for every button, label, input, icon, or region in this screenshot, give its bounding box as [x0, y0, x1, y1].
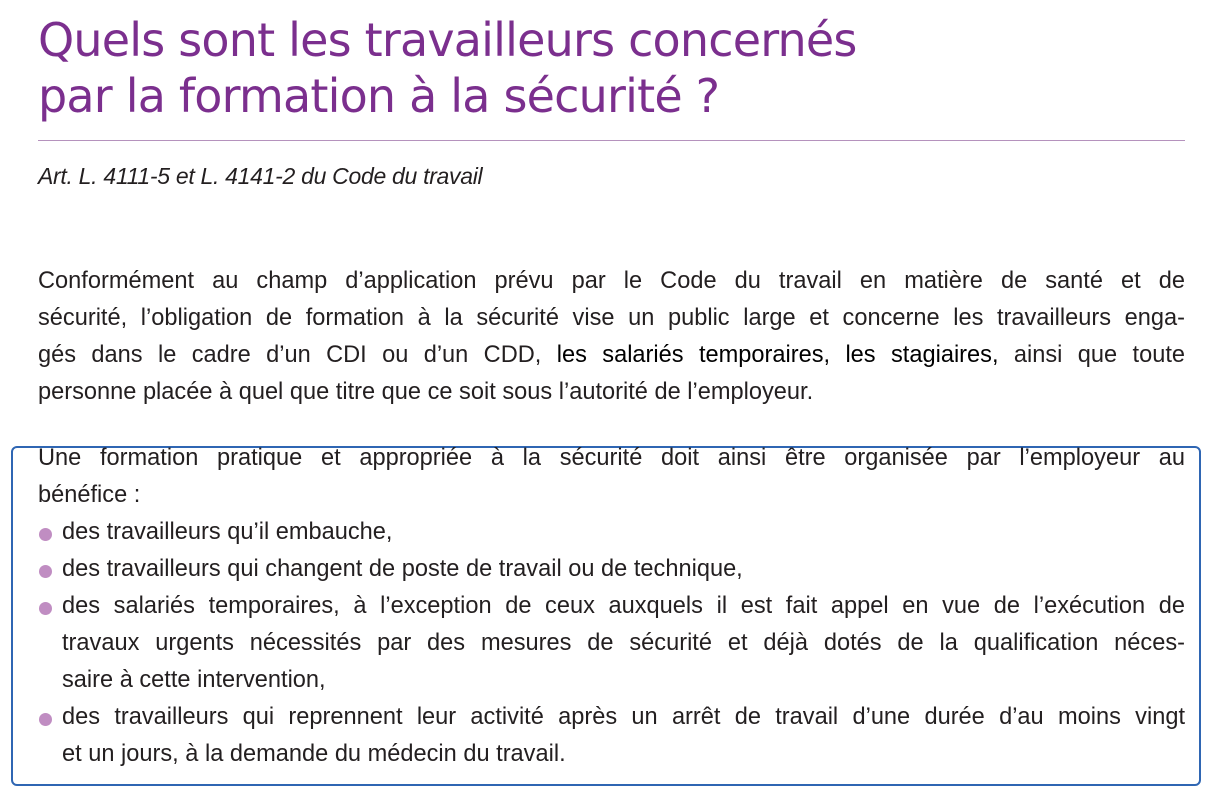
intro-line-4: personne placée à quel que titre que ce soit sous l’autorité de l’employeur.: [38, 379, 814, 405]
list-item: [38, 699, 1185, 773]
box-intro-line-1: Une formation pratique et appropriée à la sécurité doit ainsi être organisée par l’employeur au: [38, 445, 1185, 471]
bullet-dot-icon: [39, 565, 52, 578]
intro-paragraph: [38, 263, 1185, 411]
list-item-line: des travailleurs qu’il embauche,: [62, 519, 393, 545]
list-item-line: travaux urgents nécessités par des mesures de sécurité et déjà dotés de la qualification néces-: [62, 630, 1185, 656]
list-item-line: des travailleurs qui changent de poste de travail ou de technique,: [62, 556, 743, 582]
list-item-line: et un jours, à la demande du médecin du travail.: [62, 741, 566, 767]
box-intro-paragraph: [38, 440, 1185, 514]
intro-line-2: sécurité, l’obligation de formation à la sécurité vise un public large et concerne les travailleurs enga-: [38, 305, 1185, 331]
list-item: [38, 514, 1185, 551]
list-item-line: saire à cette intervention,: [62, 667, 326, 693]
box-intro-line-2: bénéfice :: [38, 482, 141, 508]
list-item-line: des travailleurs qui reprennent leur activité après un arrêt de travail d’une durée d’au moins vingt: [62, 704, 1185, 730]
bullet-dot-icon: [39, 528, 52, 541]
legal-reference: Art. L. 4111-5 et L. 4141-2 du Code du travail: [38, 163, 483, 189]
intro-highlight: les salariés temporaires, les stagiaires,: [556, 342, 999, 368]
list-item-line: des salariés temporaires, à l’exception de ceux auxquels il est fait appel en vue de l’exécution de: [62, 593, 1185, 619]
list-item: [38, 588, 1185, 699]
intro-line-3: [38, 337, 1185, 374]
title-divider: [38, 140, 1185, 141]
intro-line-3-start: gés dans le cadre d’un CDI ou d’un CDD,: [38, 342, 557, 368]
intro-line-1: Conformément au champ d’application prévu par le Code du travail en matière de santé et de: [38, 268, 1185, 294]
bullet-dot-icon: [39, 602, 52, 615]
page-title-line-1: Quels sont les travailleurs concernés: [38, 13, 857, 67]
page-title: [38, 12, 1138, 124]
list-item: [38, 551, 1185, 588]
bullet-dot-icon: [39, 713, 52, 726]
intro-line-3-end: ainsi que toute: [998, 342, 1185, 368]
page-title-line-2: par la formation à la sécurité ?: [38, 69, 720, 123]
beneficiaries-list: [38, 514, 1185, 773]
